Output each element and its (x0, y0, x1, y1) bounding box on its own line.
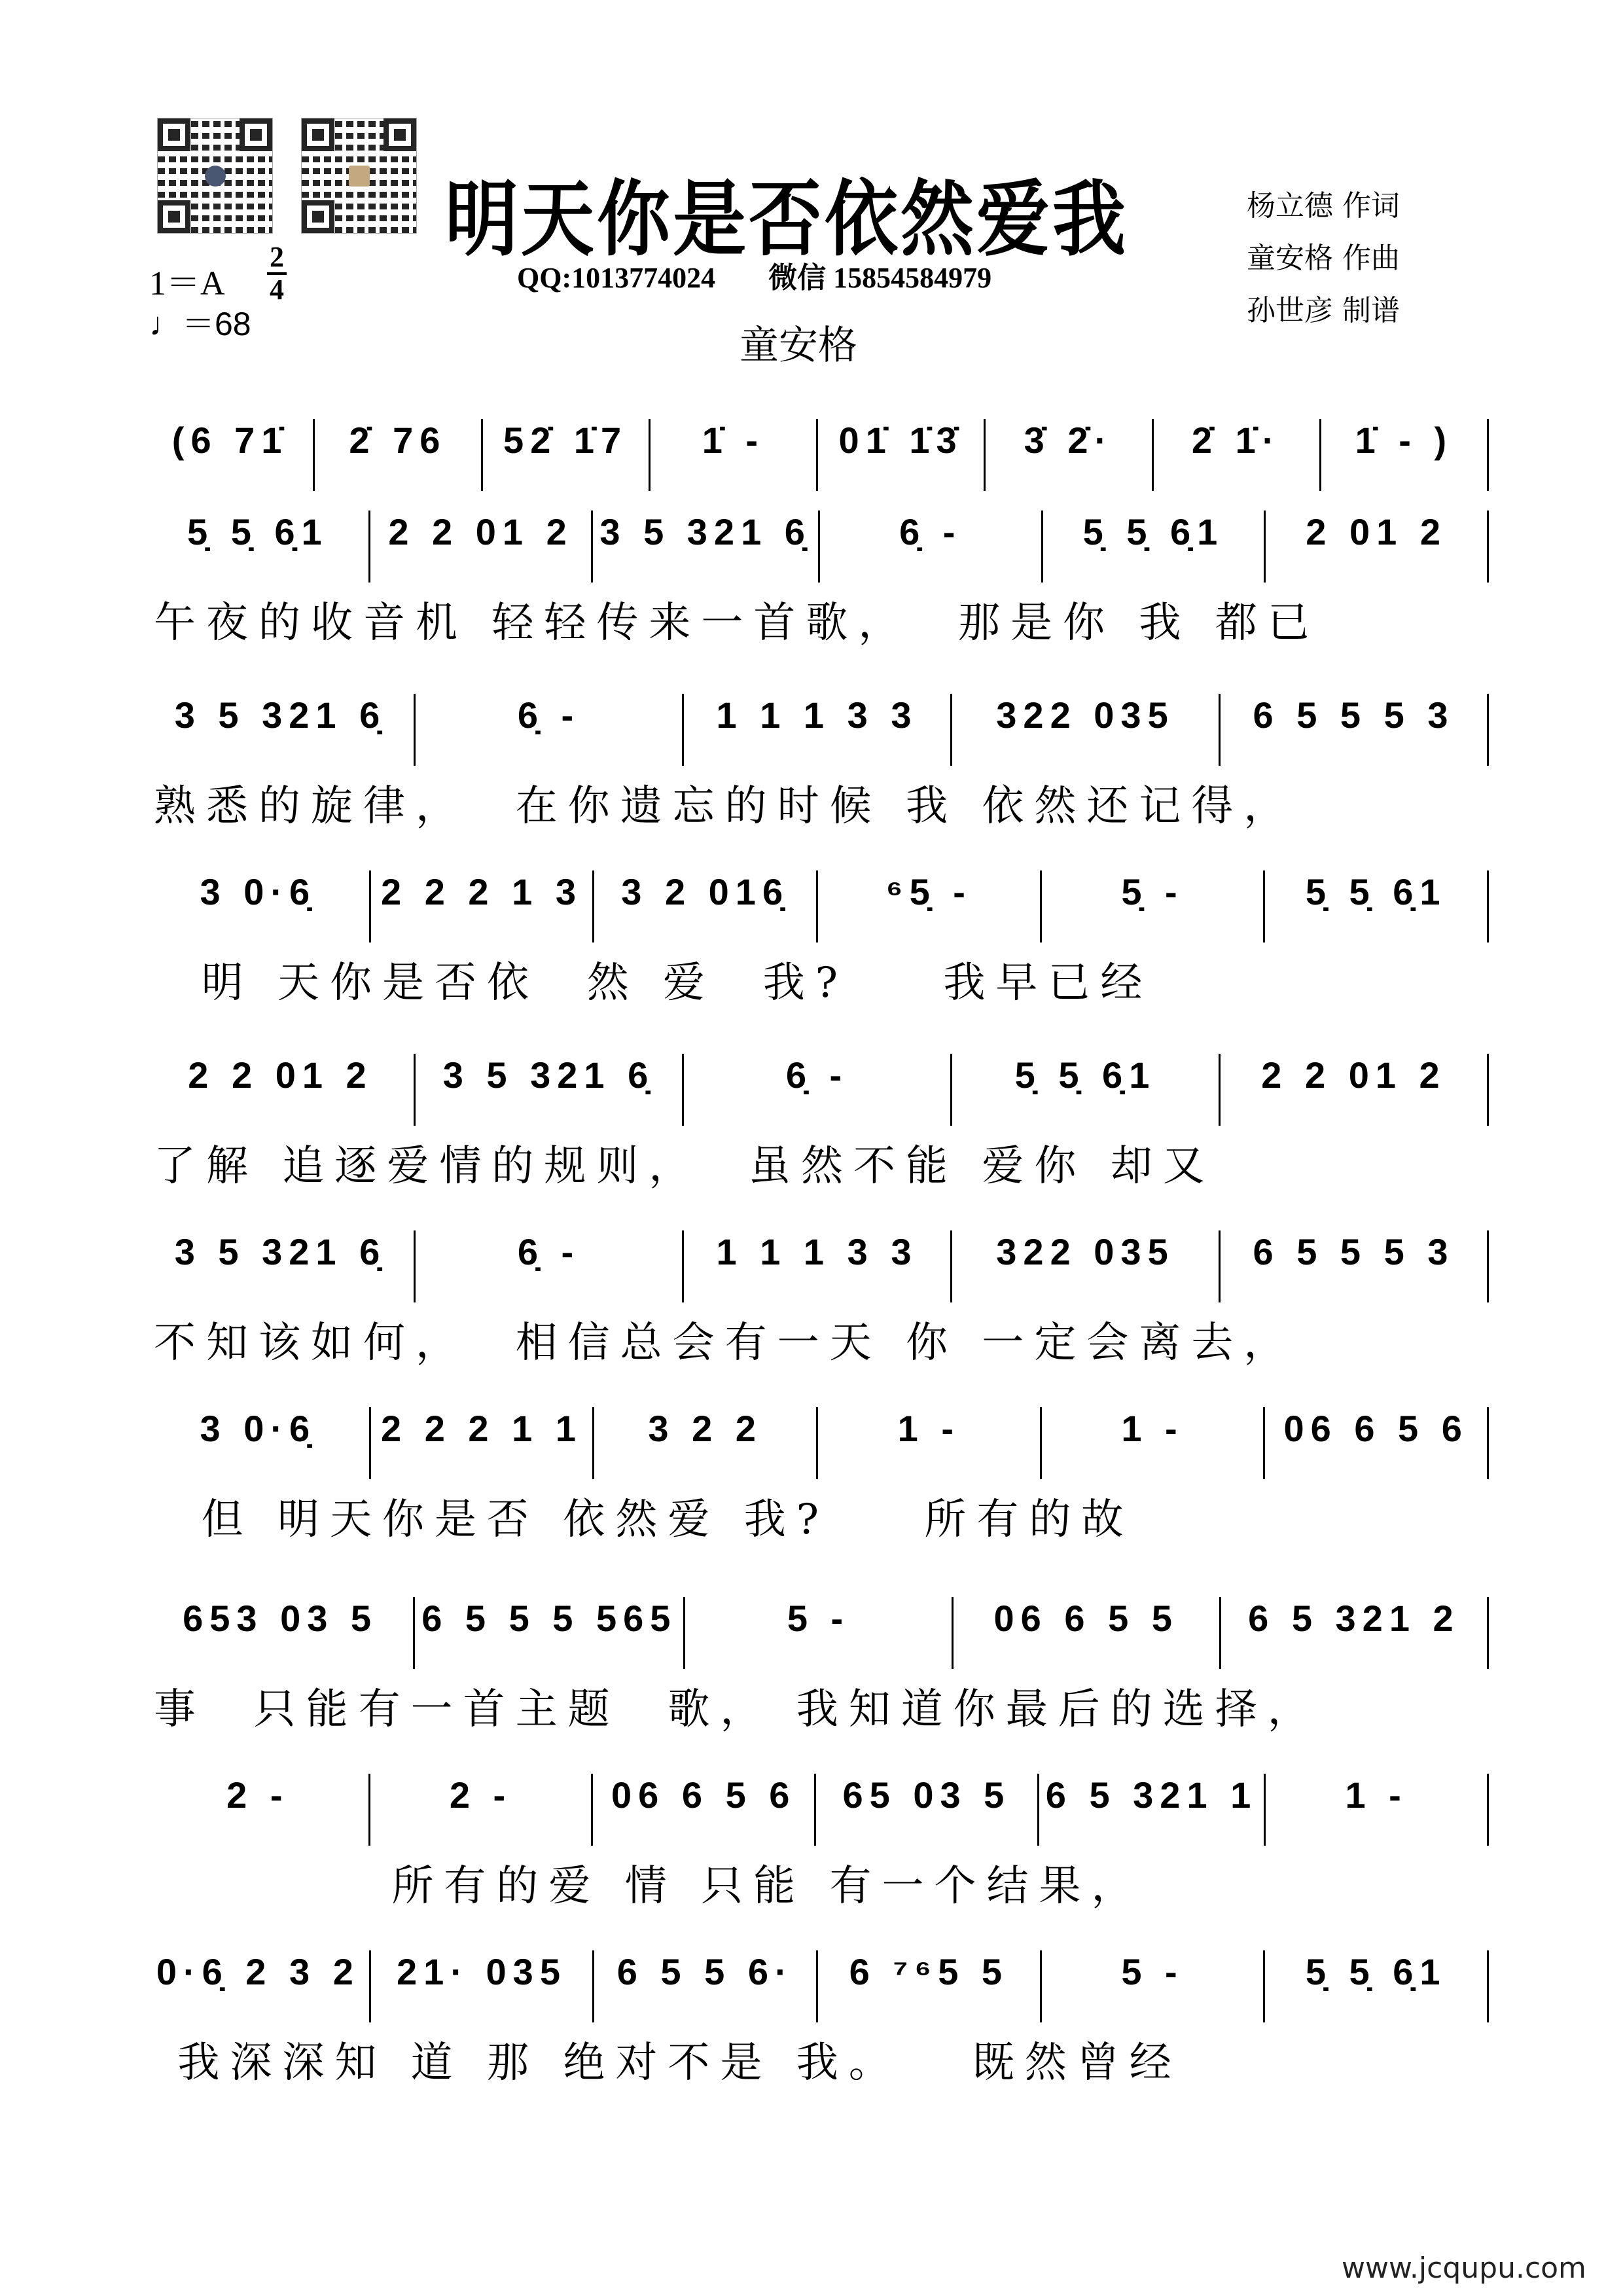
measure (820, 511, 1043, 583)
measure (154, 1054, 416, 1126)
measure-notes: 1 - (1345, 1774, 1408, 1816)
measure-notes: 653 03 5 (183, 1598, 378, 1639)
measure (954, 1597, 1221, 1669)
measure (154, 419, 315, 491)
score-row (154, 511, 1489, 649)
measure-notes: 6̣ - (899, 511, 962, 552)
measure-notes: 5̣ 5̣ 6̣1 (187, 511, 329, 552)
notation-line (154, 1774, 1489, 1846)
measure (1154, 419, 1321, 491)
score-row (154, 1054, 1489, 1193)
measure (1042, 1407, 1266, 1479)
measure-notes: 06 6 5 5 (993, 1598, 1179, 1639)
measure-notes: 3 5 321 6̣ (442, 1054, 655, 1096)
measure (1043, 511, 1266, 583)
measure-notes: 322 035 (996, 694, 1175, 736)
score-row (154, 1950, 1489, 2089)
measure-notes: 1 - (897, 1408, 961, 1449)
song-title: 明天你是否依然爱我 (445, 172, 1128, 268)
qr-eye (302, 200, 334, 233)
lyrics-line: 熟悉的旋律， 在你遗忘的时候 我 依然还记得， (154, 782, 1296, 831)
notation-line (154, 1054, 1489, 1126)
lyricist-credit: 杨立德 作词 (1247, 189, 1400, 223)
measure-notes: 3 5 321 6̣ (174, 694, 387, 736)
notation-line (154, 1407, 1489, 1479)
measure (370, 1774, 594, 1846)
measure (818, 1950, 1042, 2022)
measure-notes: 2 2 01 2 (388, 511, 573, 552)
site-watermark: www.jcqupu.com (1342, 2251, 1586, 2285)
measure-notes: 2̇ 76 (349, 420, 447, 461)
measure-notes: 2 2 01 2 (188, 1054, 373, 1096)
measure-notes: 3 2 016̣ (621, 871, 790, 912)
measure-notes: 5̣ 5̣ 6̣1 (1082, 511, 1224, 552)
qr-eye (383, 118, 416, 151)
measure (594, 1950, 818, 2022)
measure-notes: ⁶5̣ - (885, 871, 972, 912)
measure-notes: 1 - (1121, 1408, 1184, 1449)
qr-eye (240, 118, 272, 151)
measure (1265, 1407, 1489, 1479)
measure-notes: 2 01 2 (1306, 511, 1447, 552)
measure-notes: 2 2 2 1 3 (381, 871, 582, 912)
composer-credit: 童安格 作曲 (1247, 242, 1400, 275)
measure-notes: 6 5 5 5 565 (421, 1598, 677, 1639)
qr-logo-icon (349, 166, 370, 187)
lyrics-line: 但 明天你是否 依然爱 我? 所有的故 (154, 1496, 1134, 1544)
measure (816, 1774, 1039, 1846)
lyrics-line: 了解 追逐爱情的规则， 虽然不能 爱你 却又 (154, 1142, 1215, 1191)
measure (371, 870, 595, 942)
lyrics-line: 午夜的收音机 轻轻传来一首歌， 那是你 我 都已 (154, 599, 1320, 647)
measure (986, 419, 1153, 491)
notation-line (154, 870, 1489, 942)
measure-notes: 3 0·6̣ (200, 871, 317, 912)
measure-notes: 06 6 5 6 (1283, 1408, 1469, 1449)
measure-notes: 3 5 321 6̣ (174, 1231, 387, 1272)
measure (593, 1774, 816, 1846)
measure (1265, 1950, 1489, 2022)
measure-notes: 322 035 (996, 1231, 1175, 1272)
measure-notes: 6 5 321 2 (1248, 1598, 1460, 1639)
measure-notes: 6 5 5 6· (616, 1951, 794, 1992)
measure-notes: 21· 035 (397, 1951, 567, 1992)
time-sig-bottom: 4 (270, 274, 284, 306)
notation-line (154, 694, 1489, 766)
measure-notes: 3 0·6̣ (200, 1408, 317, 1449)
measure (415, 1597, 685, 1669)
measure-notes: 5 - (1121, 1951, 1184, 1992)
key-signature: 1＝A (149, 265, 225, 302)
measure (684, 694, 952, 766)
lyrics-line: 我深深知 道 那 绝对不是 我。 既然曾经 (154, 2039, 1182, 2087)
lyrics-line: 不知该如何， 相信总会有一天 你 一定会离去， (154, 1319, 1296, 1367)
measure-notes: 1̇ - (702, 420, 765, 461)
qr-eye (158, 200, 190, 233)
measure (1266, 511, 1489, 583)
credits (1247, 180, 1400, 337)
measure (952, 1230, 1221, 1302)
time-sig-top: 2 (270, 241, 284, 273)
measure (416, 1054, 684, 1126)
measure (685, 1597, 953, 1669)
measure-notes: 5̣ - (1121, 871, 1184, 912)
measure-notes: 6 5 5 5 3 (1253, 694, 1455, 736)
measure (1221, 694, 1489, 766)
measure-notes: 01̇ 1̇3̇ (838, 420, 963, 461)
notation-line (154, 419, 1489, 491)
measure-notes: 5̣ 5̣ 6̣1 (1305, 1951, 1447, 1992)
measure (651, 419, 818, 491)
lyrics-line: 明 天你是否依 然 爱 我? 我早已经 (154, 959, 1153, 1007)
measure (154, 1597, 415, 1669)
qr-eye (158, 118, 190, 151)
measure (154, 870, 371, 942)
measure-notes: 2 2 01 2 (1261, 1054, 1446, 1096)
measure (818, 870, 1042, 942)
measure-notes: 5̣ 5̣ 6̣1 (1014, 1054, 1156, 1096)
measure-notes: 3 2 2 (648, 1408, 762, 1449)
measure (416, 1230, 684, 1302)
measure-notes: 6̣ - (785, 1054, 849, 1096)
measure (684, 1054, 952, 1126)
measure (1265, 870, 1489, 942)
measure (818, 1407, 1042, 1479)
measure (594, 870, 818, 942)
tempo-marking: ♩＝68 (149, 306, 251, 342)
measure-notes: 2 2 2 1 1 (381, 1408, 582, 1449)
measure-notes: (6 71̇ (171, 420, 289, 461)
notation-line (154, 511, 1489, 583)
measure (154, 511, 370, 583)
measure (1221, 1230, 1489, 1302)
score-row (154, 1597, 1489, 1736)
measure-notes: 3̇ 2̇· (1024, 420, 1114, 461)
measure-notes: 1̇ - ) (1355, 420, 1454, 461)
measure (1039, 1774, 1266, 1846)
measure (483, 419, 651, 491)
qr-code-1 (157, 118, 273, 234)
measure (370, 511, 594, 583)
measure (1042, 1950, 1266, 2022)
measure (818, 419, 986, 491)
singer-name: 童安格 (740, 323, 857, 368)
measure-notes: 6̣ - (517, 694, 580, 736)
measure (594, 1407, 818, 1479)
measure-notes: 52̇ 1̇7 (503, 420, 628, 461)
measure (371, 1950, 595, 2022)
measure-notes: 6 5 5 5 3 (1253, 1231, 1455, 1272)
measure-notes: 65 03 5 (842, 1774, 1011, 1816)
score-row (154, 419, 1489, 497)
measure (416, 694, 684, 766)
score-row (154, 694, 1489, 833)
measure (952, 694, 1221, 766)
measure (154, 1230, 416, 1302)
measure (315, 419, 482, 491)
measure (371, 1407, 595, 1479)
qq-number: QQ:1013774024 (517, 262, 716, 294)
measure-notes: 6 ⁷⁶5 5 (849, 1951, 1009, 1992)
measure (1042, 870, 1266, 942)
measure (593, 511, 820, 583)
measure-notes: 5̣ 5̣ 6̣1 (1305, 871, 1447, 912)
qr-code-2 (301, 118, 417, 234)
wechat-number: 微信 15854584979 (768, 262, 992, 294)
measure (154, 694, 416, 766)
measure (1221, 1597, 1489, 1669)
measure-notes: 2̇ 1̇· (1191, 420, 1281, 461)
measure (154, 1774, 370, 1846)
score-row (154, 1230, 1489, 1369)
measure (1221, 1054, 1489, 1126)
lyrics-line: 事 只能有一首主题 歌， 我知道你最后的选择， (154, 1685, 1320, 1734)
measure (1321, 419, 1489, 491)
measure (1266, 1774, 1489, 1846)
measure-notes: 6 5 321 1 (1045, 1774, 1258, 1816)
measure (154, 1407, 371, 1479)
qr-eye (302, 118, 334, 151)
score-row (154, 870, 1489, 1009)
measure (154, 1950, 371, 2022)
score-row (154, 1407, 1489, 1546)
notation-line (154, 1950, 1489, 2022)
measure-notes: 1 1 1 3 3 (716, 1231, 918, 1272)
measure-notes: 5 - (787, 1598, 850, 1639)
contact-info (517, 254, 1037, 296)
time-signature (267, 243, 287, 304)
measure-notes: 1 1 1 3 3 (716, 694, 918, 736)
notation-line (154, 1230, 1489, 1302)
measure-notes: 2 - (449, 1774, 512, 1816)
lyrics-line: 所有的爱 情 只能 有一个结果， (154, 1862, 1144, 1910)
measure (952, 1054, 1221, 1126)
qr-logo-icon (205, 166, 226, 187)
measure-notes: 2 - (226, 1774, 289, 1816)
measure-notes: 06 6 5 6 (611, 1774, 796, 1816)
measure-notes: 0·6̣ 2 3 2 (156, 1951, 360, 1992)
arranger-credit: 孙世彦 制谱 (1247, 294, 1400, 327)
score-row (154, 1774, 1489, 1912)
measure (684, 1230, 952, 1302)
notation-line (154, 1597, 1489, 1669)
measure-notes: 6̣ - (517, 1231, 580, 1272)
measure-notes: 3 5 321 6̣ (599, 511, 812, 552)
